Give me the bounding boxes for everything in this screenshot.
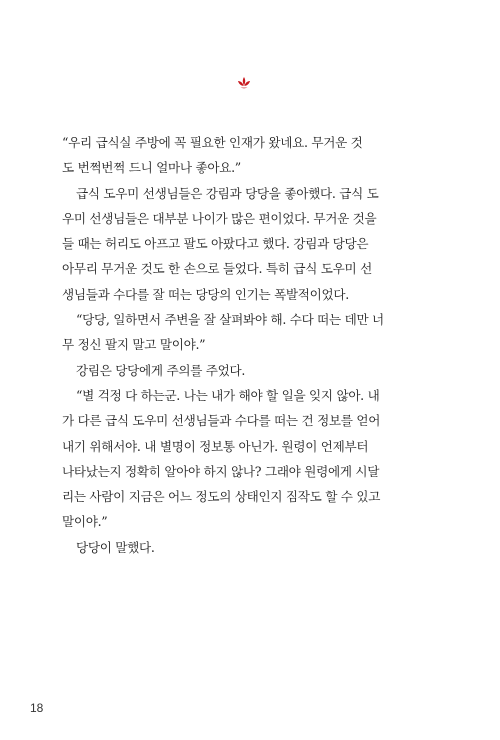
text-line: 생님들과 수다를 잘 떠는 당당의 인기는 폭발적이었다. — [62, 286, 349, 302]
text-line: 내기 위해서야. 내 별명이 정보통 아닌가. 원령이 언제부터 — [62, 438, 369, 454]
text-line: 강림은 당당에게 주의를 주었다. — [76, 362, 246, 378]
body-text — [62, 130, 442, 560]
text-line: “별 걱정 다 하는군. 나는 내가 해야 할 일을 잊지 않아. 내 — [76, 387, 380, 403]
lotus-flower-icon — [236, 76, 252, 90]
text-line: 도 번쩍번쩍 드니 얼마나 좋아요.” — [62, 160, 241, 176]
text-line: 리는 사람이 지금은 어느 정도의 상태인지 짐작도 할 수 있고 — [62, 489, 381, 505]
text-line: 당당이 말했다. — [76, 539, 155, 555]
text-line: “우리 급식실 주방에 꼭 필요한 인재가 왔네요. 무거운 것 — [62, 135, 363, 150]
text-line: 무 정신 팔지 말고 말이야.” — [62, 337, 206, 353]
text-line: 말이야.” — [62, 514, 108, 530]
text-line: “당당, 일하면서 주변을 잘 살펴봐야 해. 수다 떠는 데만 너 — [76, 312, 384, 328]
text-line: 들 때는 허리도 아프고 팔도 아팠다고 했다. 강림과 당당은 — [62, 236, 369, 252]
page-number: 18 — [30, 701, 44, 715]
text-line: 나타났는지 정확히 알아야 하지 않나? 그래야 원령에게 시달 — [62, 463, 380, 479]
text-line: 우미 선생님들은 대부분 나이가 많은 편이었다. 무거운 것을 — [62, 210, 377, 226]
text-line: 가 다른 급식 도우미 선생님들과 수다를 떠는 건 정보를 얻어 — [62, 413, 381, 429]
text-line: 급식 도우미 선생님들은 강림과 당당을 좋아했다. 급식 도 — [76, 185, 379, 201]
text-line: 아무리 무거운 것도 한 손으로 들었다. 특히 급식 도우미 선 — [62, 261, 372, 277]
